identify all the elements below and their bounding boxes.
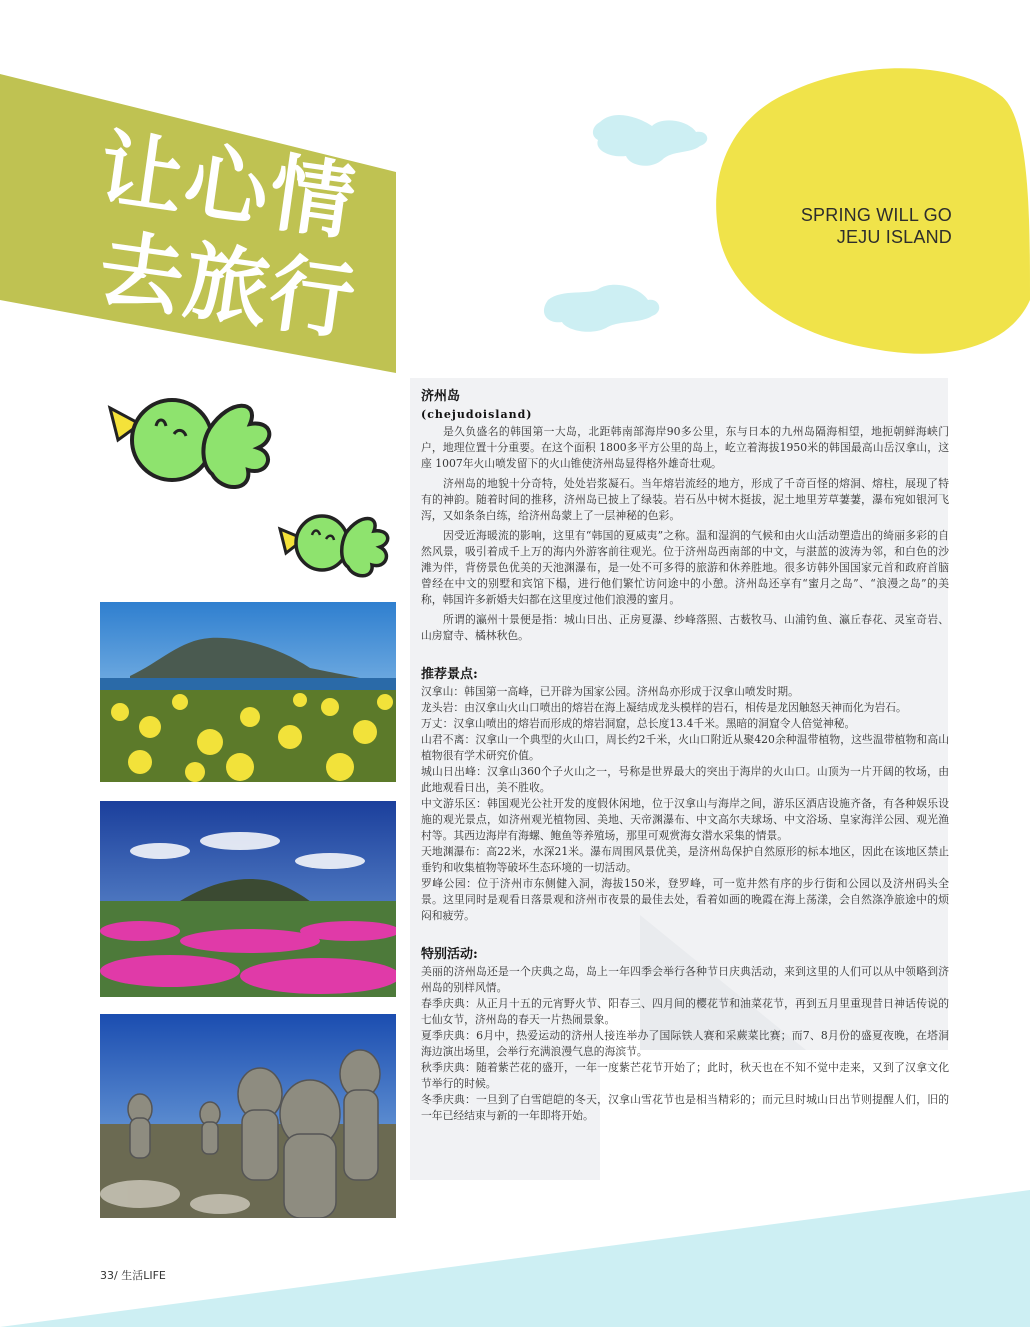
event-item: 秋季庆典：随着紫芒花的盛开，一年一度紫芒花节开始了；此时，秋天也在不知不觉中走来，又到了汉拿文化节举行的时候。 [421, 1061, 949, 1090]
tagline [760, 204, 952, 248]
page-footer: 33/ 生活LIFE [100, 1269, 166, 1282]
article-subheading: (chejudoisland) [421, 408, 533, 421]
spot-item: 汉拿山：韩国第一高峰，已开辟为国家公园。济州岛亦形成于汉拿山喷发时期。 [421, 685, 799, 698]
spot-item: 中文游乐区：韩国观光公社开发的度假休闲地，位于汉拿山与海岸之间，游乐区酒店设施齐备，有各种娱乐设施的观光景点，如济州观光植物园、美地、天帝渊瀑布、中文高尔夫球场、中文浴场、皇家海洋公园、观光渔村等。其西边海岸有海螺、鲍鱼等养殖场，那里可观赏海女潜水采集的情景。 [421, 797, 949, 842]
events-heading: 特别活动: [421, 947, 478, 962]
event-item: 春季庆典：从正月十五的元宵野火节、阳春三、四月间的樱花节和油菜花节，再到五月里重现昔日神话传说的七仙女节，济州岛的春天一片热闹景象。 [421, 997, 949, 1026]
spot-item: 罗峰公园：位于济州市东侧健入洞，海拔150米，登罗峰，可一览井然有序的步行街和公园以及济州码头全景。这里同时是观看日落景观和济州市夜景的最佳去处，看着如画的晚霞在海上荡漾，会自然涤净旅途中的烦闷和疲劳。 [421, 877, 949, 922]
title-line-1: 让心情 [93, 119, 363, 253]
intro-paragraph: 是久负盛名的韩国第一大岛，北距韩南部海岸90多公里，东与日本的九州岛隔海相望，地扼朝鲜海峡门户，地理位置十分重要。在这个面积 1800多平方公里的岛上，屹立着海拔1950米的韩国最高山岳汉拿山，这座 1007年火山喷发留下的火山锥使济州岛显得格外雄奇壮观。 [421, 425, 949, 470]
intro-paragraph: 因受近海暖流的影响，这里有“韩国的夏威夷”之称。温和湿润的气候和由火山活动塑造出的绮丽多彩的自然风景，吸引着成千上万的海内外游客前往观光。位于济州岛西南部的中文，与湛蓝的波涛为邻，和白色的沙滩为伴，背傍景色优美的天池渊瀑布，是一处不可多得的旅游和休养胜地。很多访韩外国国家元首和政府首脑曾经在中文的别墅和宾馆下榻，进行他们繁忙访问途中的小憩。济州岛还享有“蜜月之岛”、“浪漫之岛”的美称，韩国许多新婚夫妇都在这里度过他们浪漫的蜜月。 [421, 529, 949, 606]
events-section [421, 946, 949, 1124]
bird-icon [100, 388, 280, 503]
event-item: 冬季庆典：一旦到了白雪皑皑的冬天，汉拿山雪花节也是相当精彩的；而元旦时城山日出节则提醒人们，旧的一年已经结束与新的一年即将开始。 [421, 1093, 949, 1122]
article [421, 388, 949, 1124]
article-heading: 济州岛 [421, 389, 461, 404]
event-item: 美丽的济州岛还是一个庆典之岛，岛上一年四季会举行各种节日庆典活动，来到这里的人们可以从中领略到济州岛的别样风情。 [421, 965, 949, 994]
spots-heading: 推荐景点: [421, 667, 478, 682]
event-item: 夏季庆典：6月中，热爱运动的济州人接连举办了国际铁人赛和采蕨菜比赛；而7、8月份的盛夏夜晚，在塔洞海边演出场里，会举行充满浪漫气息的海滨节。 [421, 1029, 949, 1058]
spot-item: 龙头岩：由汉拿山火山口喷出的熔岩在海上凝结成龙头模样的岩石，相传是龙因触怒天神而化为岩石。 [421, 701, 907, 714]
photo-seongsan-rapeseed [100, 602, 396, 782]
tagline-line-1: SPRING WILL GO [800, 205, 952, 225]
bird-icon [276, 507, 394, 585]
title-line-2: 去旅行 [93, 219, 363, 353]
cloud-shape [544, 285, 659, 332]
photo-dolhareubang-statues [100, 1014, 396, 1218]
photo-hallasan-azaleas [100, 801, 396, 997]
spot-item: 山君不离：汉拿山一个典型的火山口，周长约2千米，火山口附近从聚420余种温带植物，这些温带植物和高山植物很有学术研究价值。 [421, 733, 949, 762]
spots-section [421, 666, 949, 924]
spot-item: 天地渊瀑布：高22米，水深21米。瀑布周围风景优美，是济州岛保护自然原形的标本地区，因此在该地区禁止垂钓和收集植物等破坏生态环境的一切活动。 [421, 845, 949, 874]
cloud-shape [593, 115, 707, 166]
page-title [93, 118, 400, 353]
tagline-line-2: JEJU ISLAND [836, 227, 952, 247]
intro-paragraph: 所谓的瀛州十景便是指：城山日出、正房夏瀑、纱峰落照、古薮牧马、山浦钓鱼、瀛丘春花、灵室奇岩、山房窟寺、橘林秋色。 [421, 613, 949, 642]
spot-item: 万丈：汉拿山喷出的熔岩而形成的熔岩洞窟，总长度13.4千米。黑暗的洞窟令人倍觉神秘。 [421, 717, 856, 730]
spot-item: 城山日出峰：汉拿山360个子火山之一，号称是世界最大的突出于海岸的火山口。山顶为一片开阔的牧场，由此地观看日出，美不胜收。 [421, 765, 949, 794]
intro-paragraph: 济州岛的地貌十分奇特，处处岩浆凝石。当年熔岩流经的地方，形成了千奇百怪的熔洞、熔柱，展现了特有的神韵。随着时间的推移，济州岛已披上了绿装。岩石丛中树木挺拔，泥土地里芳草萋萋，瀑布宛如银河飞泻，又如条条白练，给济州岛蒙上了一层神秘的色彩。 [421, 477, 949, 522]
